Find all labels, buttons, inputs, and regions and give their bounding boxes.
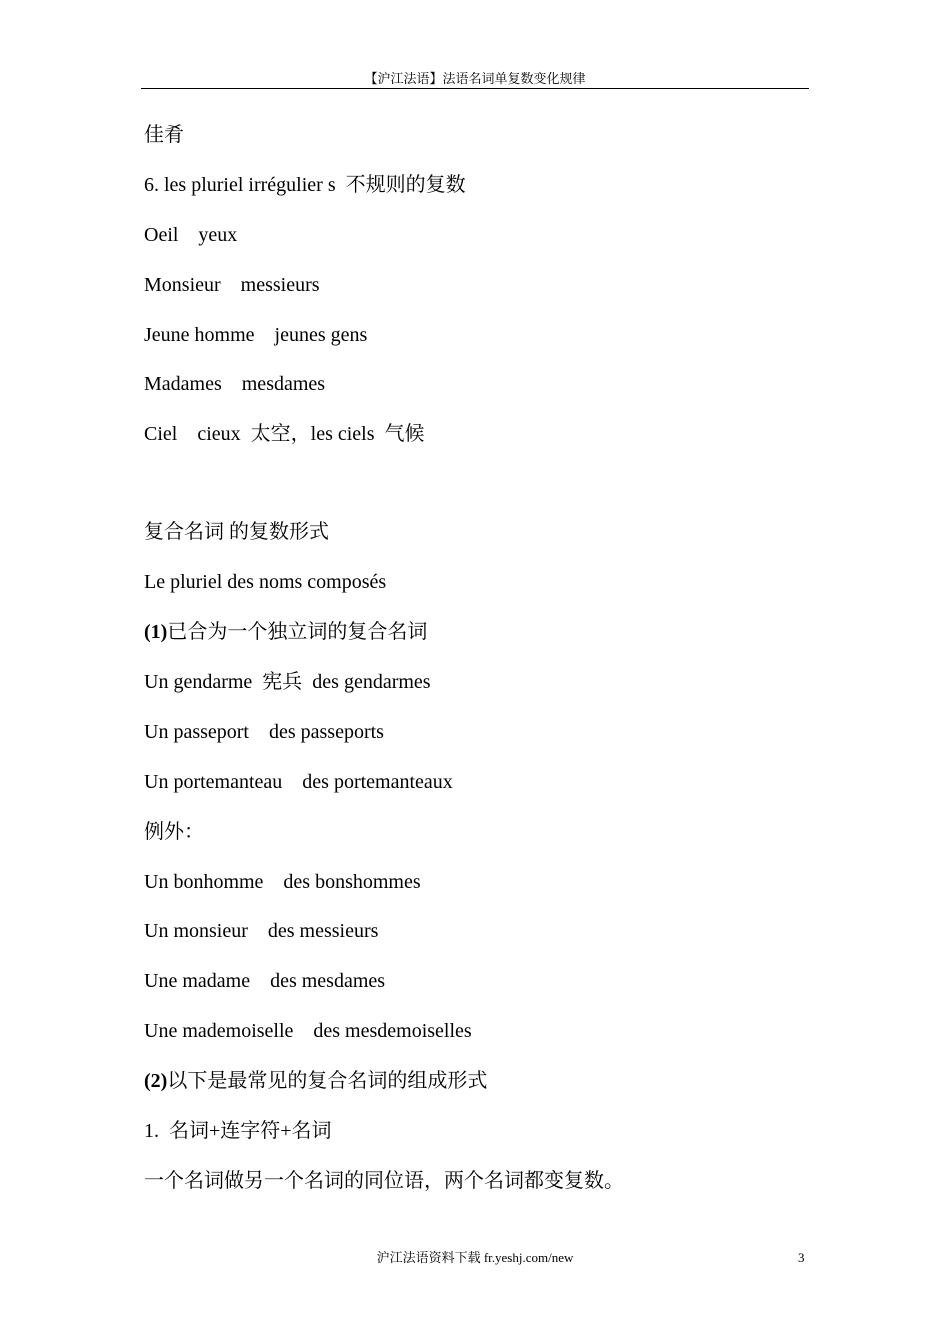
text-line: Un gendarme 宪兵 des gendarmes [144,671,431,694]
text-line: 1. 名词+连字符+名词 [144,1120,332,1143]
text-line: Une mademoiselle des mesdemoiselles [144,1020,472,1043]
text-line: Monsieur messieurs [144,273,320,296]
text-line: 佳肴 [144,124,184,146]
text-line: Ciel cieux 太空，les ciels 气候 [144,423,425,446]
numbered-heading-1-text: 已合为一个独立词的复合名词 [167,621,428,644]
marker-2: (2) [144,1070,168,1093]
text-line: Le pluriel des noms composés [144,571,387,594]
text-line: Un portemanteau des portemanteaux [144,770,453,793]
text-line: Oeil yeux [144,223,238,246]
numbered-heading-1 [144,612,824,662]
text-line: Une madame des mesdames [144,970,386,993]
numbered-heading-2-text: 以下是最常见的复合名词的组成形式 [167,1070,488,1093]
page-footer [0,1249,950,1269]
section-heading-irregular-plurals: 6. les pluriel irrégulier s 不规则的复数 [144,173,466,196]
section-heading-compound-nouns: 复合名词 的复数形式 [144,521,329,544]
text-line: Un bonhomme des bonshommes [144,870,421,893]
page-header: 【沪江法语】法语名词单复数变化规律 [141,70,809,89]
text-line: 一个名词做另一个名词的同位语，两个名词都变复数。 [144,1169,624,1192]
text-line: Jeune homme jeunes gens [144,323,368,346]
text-line: Un monsieur des messieurs [144,920,379,943]
text-line: 例外： [144,820,204,843]
numbered-heading-2 [144,1061,824,1111]
text-line: Un passeport des passeports [144,720,384,743]
document-body [144,115,824,1211]
blank-line [144,464,824,512]
footer-text: 沪江法语资料下载 fr.yeshj.com/new [376,1250,574,1265]
text-line: Madames mesdames [144,373,326,396]
page-number: 3 [798,1250,805,1265]
marker-1: (1) [144,621,168,644]
